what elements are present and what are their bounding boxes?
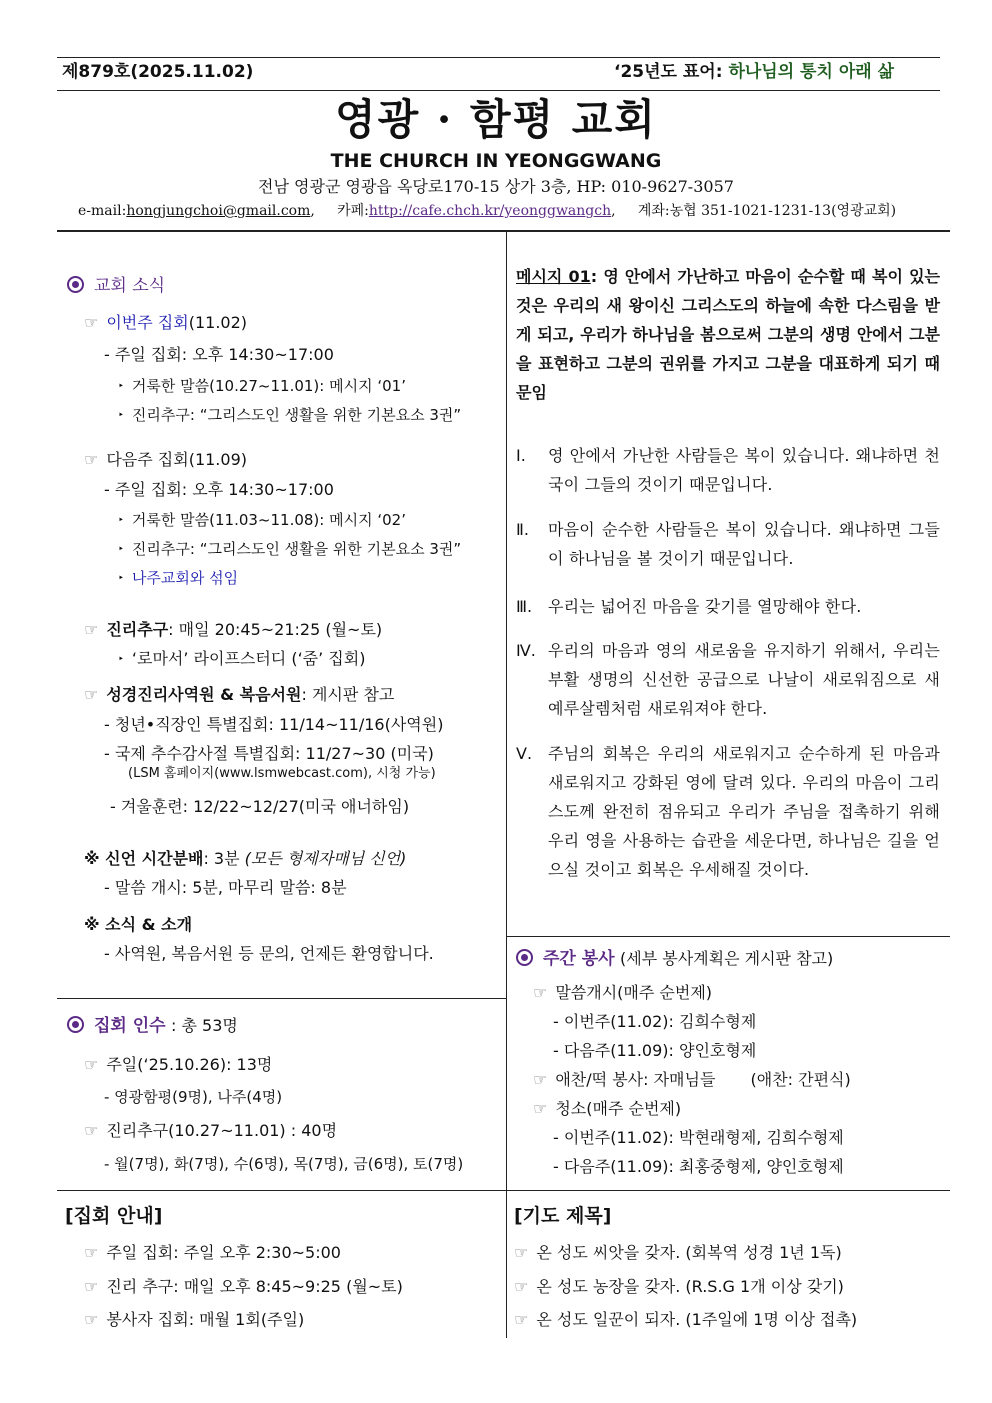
prophecy-time: ※ 신언 시간분배: 3분 (모든 형제자매님 신언) — [84, 849, 407, 868]
triangle-bullet-icon: ‣ — [118, 544, 124, 555]
truth-romans: ‣ ‘로마서’ 라이프스터디 (‘줌’ 집회) — [118, 649, 366, 668]
prophecy-detail: - 말씀 개시: 5분, 마무리 말씀: 8분 — [104, 878, 347, 897]
center-item-thanksgiving: - 국제 추수감사절 특별집회: 11/27~30 (미국) — [104, 744, 434, 763]
attendance-sunday: ☞ 주일(‘25.10.26): 13명 — [84, 1055, 273, 1074]
service-heading: 주간 봉사 (세부 봉사계획은 게시판 참고) — [516, 949, 833, 969]
pointing-hand-icon: ☞ — [84, 450, 99, 469]
service-clean-this: - 이번주(11.02): 박현래형제, 김희수형제 — [553, 1128, 844, 1147]
center-item-winter: - 겨울훈련: 12/22~12/27(미국 애너하임) — [110, 797, 410, 816]
pointing-hand-icon: ☞ — [84, 620, 99, 639]
message-point-2: Ⅱ. 마음이 순수한 사람들은 복이 있습니다. 왜냐하면 그들이 하나님을 볼 것이기 때문입니다. — [516, 520, 940, 568]
message-point-4: Ⅳ. 우리의 마음과 영의 새로움을 유지하기 위해서, 우리는 부활 생명의 신선한 공급으로 나날이 새로워짐으로 새 예루살렘처럼 새로워져야 한다. — [516, 641, 940, 718]
target-bullet-icon — [67, 276, 84, 293]
service-clean-next: - 다음주(11.09): 최홍중형제, 양인호형제 — [553, 1157, 844, 1176]
service-clean: ☞ 청소(매주 순번제) — [533, 1099, 682, 1118]
service-word-next: - 다음주(11.09): 양인호형제 — [553, 1041, 757, 1060]
prayer-item: ☞ 온 성도 씨앗을 갖자. (회복역 성경 1년 1독) — [514, 1243, 842, 1262]
target-bullet-icon — [516, 949, 533, 966]
pointing-hand-icon: ☞ — [514, 1310, 529, 1329]
message-point-3: Ⅲ. 우리는 넓어진 마음을 갖기를 열망해야 한다. — [516, 597, 862, 616]
message-summary — [516, 262, 940, 407]
pointing-hand-icon: ☞ — [514, 1277, 529, 1296]
pointing-hand-icon: ☞ — [84, 1243, 99, 1262]
pointing-hand-icon: ☞ — [514, 1243, 529, 1262]
guide-item: ☞ 봉사자 집회: 매월 1회(주일) — [84, 1310, 305, 1329]
center-notice: ☞ 성경진리사역원 & 복음서원: 게시판 참고 — [84, 685, 395, 704]
triangle-bullet-icon: ‣ — [118, 654, 124, 665]
header-bottom-rule — [57, 230, 950, 232]
cafe-label: 카페: — [337, 203, 369, 219]
prayer-item: ☞ 온 성도 농장을 갖자. (R.S.G 1개 이상 갖기) — [514, 1277, 844, 1296]
column-divider — [506, 231, 507, 1338]
triangle-bullet-icon: ‣ — [118, 410, 124, 421]
message-bottom-rule — [506, 936, 950, 937]
next-week-word: ‣ 거룩한 말씀(11.03~11.08): 메시지 ‘02’ — [118, 511, 406, 529]
center-item-youth: - 청년•직장인 특별집회: 11/14~11/16(사역원) — [104, 715, 444, 734]
center-item-thanksgiving-note: (LSM 홈페이지(www.lsmwebcast.com), 시청 가능) — [128, 766, 436, 781]
message-summary-text: : 영 안에서 가난하고 마음이 순수할 때 복이 있는 것은 우리의 새 왕이신 그리스도의 하늘에 속한 다스림을 받게 되고, 우리가 하나님을 봄으로써 그분의 생명 안에서 그분을 표현하고 그분의 권위를 가지고 그분을 대표하게 되기 때문임 — [516, 267, 940, 402]
this-week-word: ‣ 거룩한 말씀(10.27~11.01): 메시지 ‘01’ — [118, 377, 406, 395]
guide-item: ☞ 주일 집회: 주일 오후 2:30~5:00 — [84, 1243, 341, 1262]
page-title: 영광 · 함평 교회 — [335, 95, 657, 144]
guide-heading: [집회 안내] — [65, 1205, 163, 1227]
account-label: 계좌: — [637, 203, 670, 219]
news-bottom-rule — [57, 998, 506, 999]
pointing-hand-icon: ☞ — [84, 1121, 99, 1140]
attendance-heading: 집회 인수 : 총 53명 — [67, 1016, 238, 1036]
top-rule — [57, 57, 940, 58]
account-number: 농협 351-1021-1231-13(영광교회) — [669, 203, 897, 219]
email-label: e-mail: — [78, 203, 127, 219]
this-week-sunday: - 주일 집회: 오후 14:30~17:00 — [104, 345, 334, 364]
message-label: 메시지 01 — [516, 267, 591, 286]
issue-number: 제879호(2025.11.02) — [62, 62, 254, 82]
page-subtitle: THE CHURCH IN YEONGGWANG — [330, 150, 662, 172]
next-week-truth: ‣ 진리추구: “그리스도인 생활을 위한 기본요소 3권” — [118, 540, 462, 558]
attendance-sunday-detail: - 영광함평(9명), 나주(4명) — [104, 1088, 283, 1106]
message-point-5: Ⅴ. 주님의 회복은 우리의 새로워지고 순수하게 된 마음과 새로워지고 강화된 영에 달려 있다. 우리의 마음이 그리스도께 완전히 점유되고 우리가 주님을 접촉하기 위해 우리 영을 사용하는 습관을 세운다면, 하나님은 길을 얻으실 것이고 회복은 우세해질 것이다. — [516, 744, 940, 879]
triangle-bullet-icon: ‣ — [118, 515, 124, 526]
prayer-item: ☞ 온 성도 일꾼이 되자. (1주일에 1명 이상 접촉) — [514, 1310, 858, 1329]
footer-top-rule — [57, 1190, 950, 1191]
news-heading: 교회 소식 — [67, 276, 165, 296]
next-week-title: ☞ 다음주 집회(11.09) — [84, 450, 247, 469]
pointing-hand-icon: ☞ — [84, 1310, 99, 1329]
pointing-hand-icon: ☞ — [84, 1055, 99, 1074]
truth-seeking: ☞ 진리추구: 매일 20:45~21:25 (월~토) — [84, 620, 383, 639]
intro-heading: ※ 소식 & 소개 — [84, 915, 193, 934]
triangle-bullet-icon: ‣ — [118, 573, 124, 584]
cafe-link[interactable]: http://cafe.chch.kr/yeonggwangch — [368, 203, 612, 219]
church-address: 전남 영광군 영광읍 옥당로170-15 상가 3층, HP: 010-9627-3057 — [258, 177, 734, 196]
pointing-hand-icon: ☞ — [84, 1277, 99, 1296]
pointing-hand-icon: ☞ — [84, 685, 99, 704]
message-point-1: Ⅰ. 영 안에서 가난한 사람들은 복이 있습니다. 왜냐하면 천국이 그들의 것이기 때문입니다. — [516, 446, 940, 494]
attendance-truth: ☞ 진리추구(10.27~11.01) : 40명 — [84, 1121, 338, 1140]
pointing-hand-icon: ☞ — [533, 1099, 548, 1118]
title-rule — [57, 90, 940, 91]
triangle-bullet-icon: ‣ — [118, 381, 124, 392]
target-bullet-icon — [67, 1016, 84, 1033]
guide-item: ☞ 진리 추구: 매일 오후 8:45~9:25 (월~토) — [84, 1277, 403, 1296]
email-link[interactable]: hongjungchoi@gmail.com — [126, 203, 311, 219]
contact-line: e-mail:hongjungchoi@gmail.com, 카페:http://cafe.chch.kr/yeonggwangch, 계좌:농협 351-1021-1231-13(영광교회) — [78, 203, 897, 219]
attendance-truth-detail: - 월(7명), 화(7명), 수(6명), 목(7명), 금(6명), 토(7명) — [104, 1155, 464, 1173]
pointing-hand-icon: ☞ — [533, 1070, 548, 1089]
prayer-heading: [기도 제목] — [514, 1205, 612, 1227]
this-week-title: ☞ 이번주 집회(11.02) — [84, 313, 248, 332]
next-week-mix: ‣ 나주교회와 섞임 — [118, 569, 239, 587]
intro-detail: - 사역원, 복음서원 등 문의, 언제든 환영합니다. — [104, 944, 434, 963]
motto-text: 하나님의 통치 아래 삶 — [728, 62, 895, 82]
service-word-this: - 이번주(11.02): 김희수형제 — [553, 1012, 757, 1031]
service-meal: ☞ 애찬/떡 봉사: 자매님들 (애찬: 간편식) — [533, 1070, 851, 1089]
next-week-sunday: - 주일 집회: 오후 14:30~17:00 — [104, 480, 334, 499]
pointing-hand-icon: ☞ — [84, 313, 99, 332]
motto-prefix: ‘25년도 표어: — [614, 62, 723, 82]
motto — [614, 62, 894, 82]
service-word: ☞ 말씀개시(매주 순번제) — [533, 983, 713, 1002]
pointing-hand-icon: ☞ — [533, 983, 548, 1002]
this-week-truth: ‣ 진리추구: “그리스도인 생활을 위한 기본요소 3권” — [118, 406, 462, 424]
